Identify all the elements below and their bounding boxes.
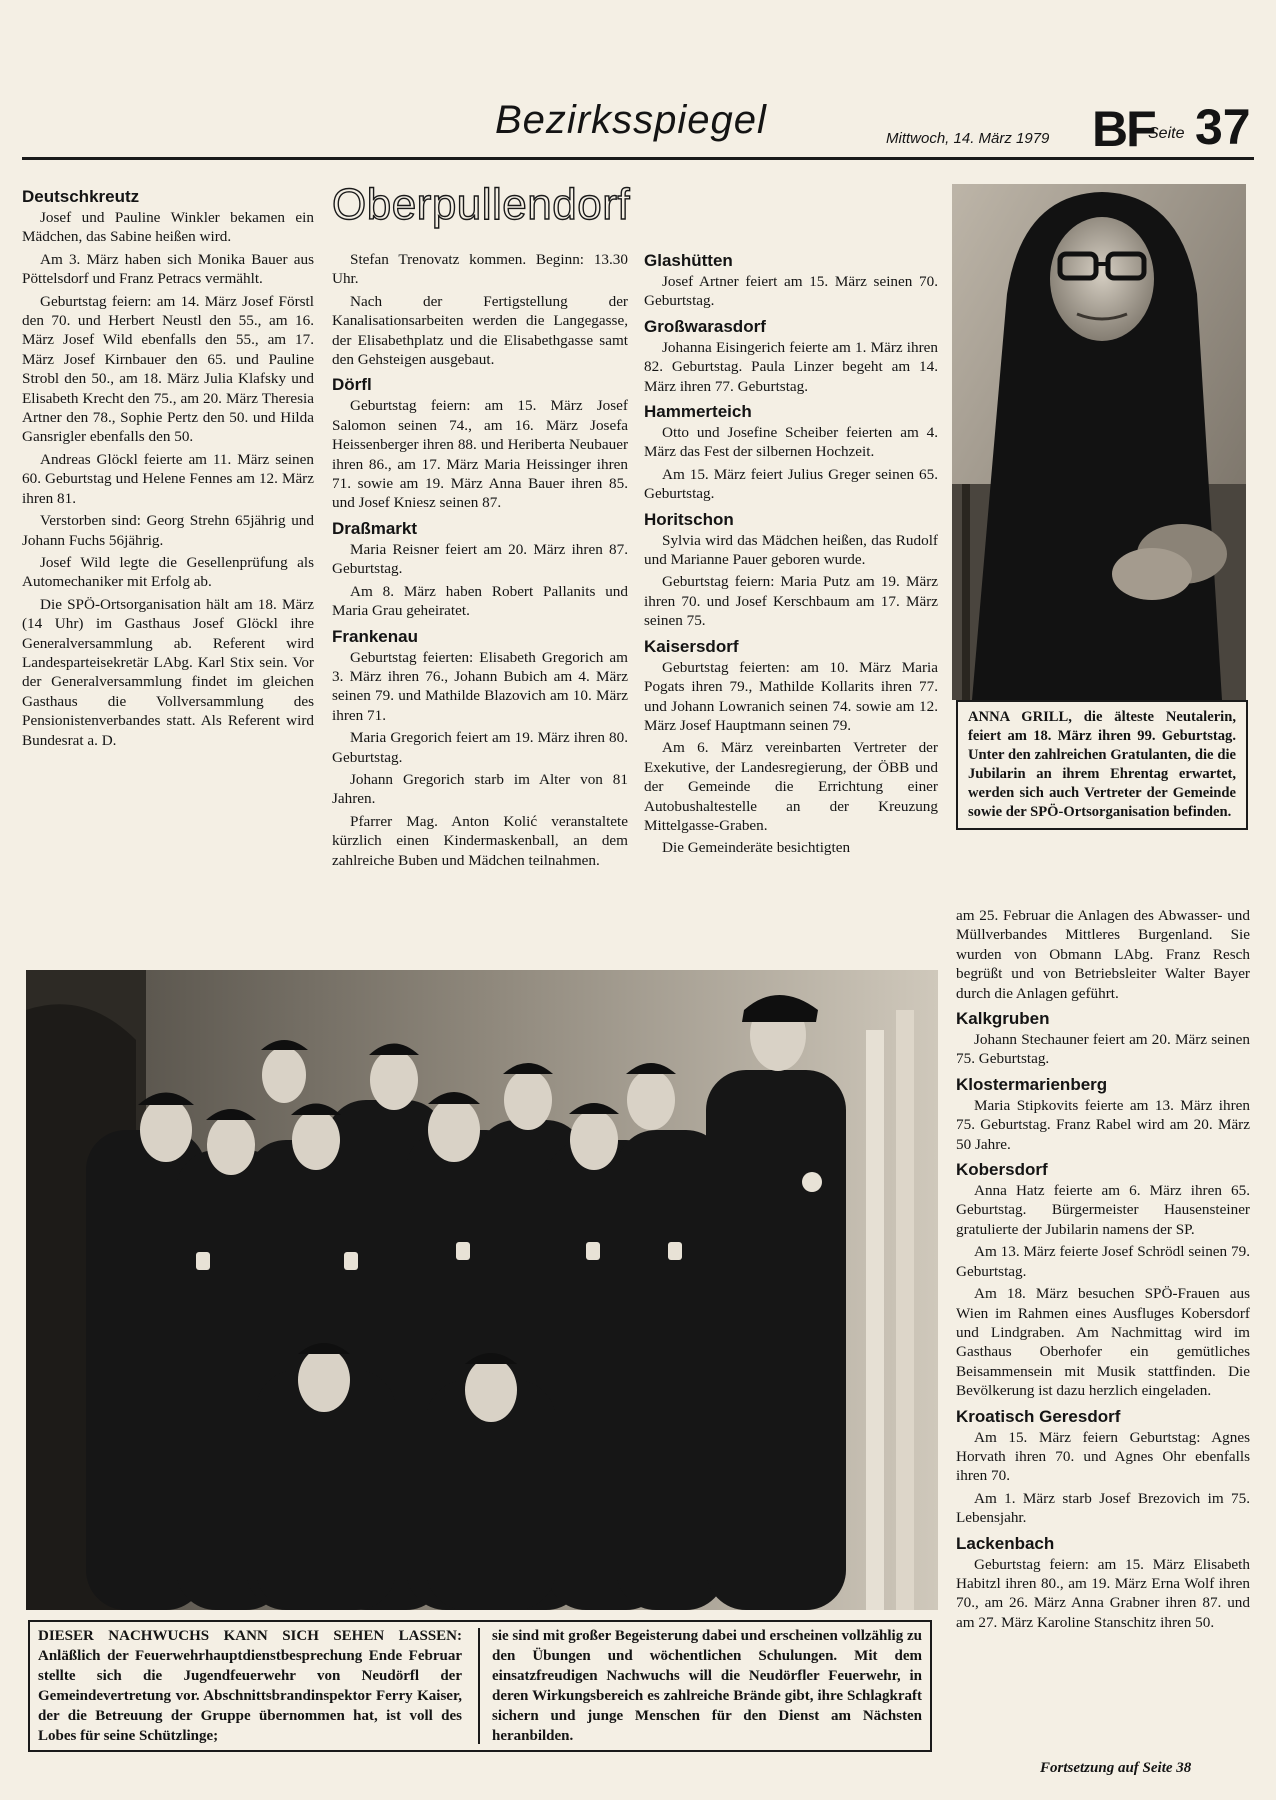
paragraph: Am 15. März feiern Geburtstag: Agnes Horvath ihren 70. und Agnes Ohr ebenfalls ihren 70. xyxy=(956,1428,1250,1485)
header-rule xyxy=(22,157,1254,160)
continuation-note: Fortsetzung auf Seite 38 xyxy=(1040,1760,1192,1776)
group-photo-image xyxy=(26,970,938,1610)
paragraph: Johanna Eisingerich feierte am 1. März ihren 82. Geburtstag. Paula Linzer begeht am 14. März ihren 77. Geburtstag. xyxy=(644,338,938,395)
paragraph: Verstorben sind: Georg Strehn 65jährig und Johann Fuchs 56jährig. xyxy=(22,512,314,549)
paragraph: Maria Stipkovits feierte am 13. März ihren 75. Geburtstag. Franz Rabel wird am 20. März 50 Jahre. xyxy=(956,1096,1250,1153)
group-caption-left-text: DIESER NACHWUCHS KANN SICH SEHEN LASSEN: Anläßlich der Feuerwehrhauptdienstbesprechung Ende Februar stellte sich die Jugendfeuerwehr von Neudörfl der Gemeindevertretung vor. Abschnittsbrandinspektor Ferry Kaiser, der die Betreuung der Gruppe übernommen hat, ist voll des Lobes für seine Schützlinge; xyxy=(38,1628,462,1744)
group-caption-left xyxy=(38,1626,462,1746)
paragraph: am 25. Februar die Anlagen des Abwasser- und Müllverbandes Mittleres Burgenland. Sie wurden von Obmann LAbg. Franz Resch begrüßt und von Betriebsleiter Walter Bayer durch die Anlagen geführt. xyxy=(956,907,1250,1002)
heading-kaisersdorf: Kaisersdorf xyxy=(644,636,739,656)
paragraph: Otto und Josefine Scheiber feierten am 4. März das Fest der silbernen Hochzeit. xyxy=(644,424,938,461)
page-number: 37 xyxy=(1195,99,1251,155)
column-deutschkreutz xyxy=(22,186,314,753)
issue-date: Mittwoch, 14. März 1979 xyxy=(886,130,1050,147)
heading-horitschon: Horitschon xyxy=(644,509,734,529)
paragraph: Geburtstag feiern: am 15. März Josef Salomon seinen 74., am 16. März Josefa Heissenberger ihren 88. und Heriberta Neubauer ihren 86., am 17. März Maria Heissinger ihren 71. sowie am 19. März Anna Bauer ihren 85. und Josef Kniesz seinen 87. xyxy=(332,397,628,512)
section-name: Bezirksspiegel xyxy=(495,98,767,142)
paragraph: Geburtstag feiern: am 15. März Elisabeth Habitzl ihren 80., am 19. März Erna Wolf ihren 70., am 26. März Anna Grabner ihren 87. und am 27. März Karoline Stanschitz ihren 50. xyxy=(956,1555,1250,1631)
heading-glashuetten: Glashütten xyxy=(644,251,733,270)
heading-drassmarkt: Draßmarkt xyxy=(332,518,418,538)
paragraph: Am 1. März starb Josef Brezovich im 75. Lebensjahr. xyxy=(956,1489,1250,1527)
group-photo xyxy=(26,970,938,1610)
paragraph: Am 3. März haben sich Monika Bauer aus Pöttelsdorf und Franz Petracs vermählt. xyxy=(22,250,314,288)
heading-kroatisch-geresdorf: Kroatisch Geresdorf xyxy=(956,1406,1121,1426)
group-caption-right-text: sie sind mit großer Begeisterung dabei und erscheinen vollzählig zu den Übungen und wöchentlichen Schulungen. Mit dem einsatzfreudigen Nachwuchs will die Neudörfler Feuerwehr, in deren Wirkungsbereich es zahlreiche Brände gibt, ihre Schlagkraft sichern und junge Menschen für den Dienst am Nächsten heranbilden. xyxy=(492,1628,922,1744)
column-glashuetten-kaisersdorf xyxy=(644,250,938,861)
newspaper-logo: BF xyxy=(1092,101,1155,157)
portrait-photo xyxy=(952,184,1246,700)
paragraph: Josef Wild legte die Gesellenprüfung als Automechaniker mit Erfolg ab. xyxy=(22,553,314,591)
paragraph: Josef und Pauline Winkler bekamen ein Mädchen, das Sabine heißen wird. xyxy=(22,209,314,246)
paragraph: Am 15. März feiert Julius Greger seinen 65. Geburtstag. xyxy=(644,465,938,503)
heading-deutschkreutz: Deutschkreutz xyxy=(22,187,140,206)
group-caption-right xyxy=(492,1626,922,1746)
portrait-photo-image xyxy=(952,184,1246,700)
heading-grosswarasdorf: Großwarasdorf xyxy=(644,316,766,336)
heading-frankenau: Frankenau xyxy=(332,626,418,646)
paragraph: Die SPÖ-Ortsorganisation hält am 18. März (14 Uhr) im Gasthaus Josef Glöckl ihre Generalversammlung ab. Referent wird Landesparteisekretär LAbg. Karl Stix sein. Vor der Generalversammlung findet im gleichen Gasthaus die Vollversammlung des Pensionistenverbandes statt. Als Referent wird Bundesrat a. D. xyxy=(22,595,314,749)
paragraph: Am 18. März besuchen SPÖ-Frauen aus Wien im Rahmen eines Ausfluges Kobersdorf und Lindgraben. Am Nachmittag wird im Gasthaus Oberhofer ein gemütliches Beisammensein mit Musik stattfinden. Die Bevölkerung ist dazu herzlich eingeladen. xyxy=(956,1285,1250,1400)
paragraph: Josef Artner feiert am 15. März seinen 70. Geburtstag. xyxy=(644,273,938,310)
paragraph: Geburtstag feiern: Maria Putz am 19. März ihren 70. und Josef Kerschbaum am 17. März seinen 75. xyxy=(644,573,938,630)
heading-doerfl: Dörfl xyxy=(332,375,372,395)
paragraph: Geburtstag feiern: am 14. März Josef Förstl den 70. und Herbert Neustl den 55., am 16. März Josef Wild ebenfalls den 55., am 17. März Josef Kirnbauer den 65. und Pauline Strobl den 50., am 18. März Julia Klafsky und Elisabeth Krecht den 75., am 20. März Theresia Artner den 78., Sophie Pertz den 50. und Hilda Gansrigler ebenfalls den 50. xyxy=(22,292,314,446)
caption-divider xyxy=(478,1628,480,1744)
paragraph: Nach der Fertigstellung der Kanalisationsarbeiten werden die Langegasse, der Elisabethplatz und die Elisabethgasse samt den Gehsteigen ausgebaut. xyxy=(332,292,628,369)
portrait-caption-text: ANNA GRILL, die älteste Neutalerin, feiert am 18. März ihren 99. Geburtstag. Unter den zahlreichen Gratulanten, die die Jubilarin an ihrem Ehrentag erwartet, werden sich auch Vertreter der Gemeinde sowie der SPÖ-Ortsorganisation befinden. xyxy=(968,709,1236,820)
paragraph: Maria Gregorich feiert am 19. März ihren 80. Geburtstag. xyxy=(332,729,628,766)
paragraph: Stefan Trenovatz kommen. Beginn: 13.30 Uhr. xyxy=(332,251,628,288)
paragraph: Am 13. März feierte Josef Schrödl seinen 79. Geburtstag. xyxy=(956,1243,1250,1280)
paragraph: Pfarrer Mag. Anton Kolić veranstaltete kürzlich einen Kindermaskenball, an dem zahlreiche Buben und Mädchen teilnahmen. xyxy=(332,812,628,869)
paragraph: Die Gemeinderäte besichtigten xyxy=(662,839,851,857)
paragraph: Johann Gregorich starb im Alter von 81 Jahren. xyxy=(332,770,628,808)
column-oberpullendorf xyxy=(332,250,628,873)
heading-lackenbach: Lackenbach xyxy=(956,1533,1055,1553)
heading-kalkgruben: Kalkgruben xyxy=(956,1009,1050,1029)
heading-kobersdorf: Kobersdorf xyxy=(956,1160,1048,1180)
portrait-caption xyxy=(956,700,1248,830)
paragraph: Johann Stechauner feiert am 20. März seinen 75. Geburtstag. xyxy=(956,1031,1250,1068)
paragraph: Andreas Glöckl feierte am 11. März seinen 60. Geburtstag und Helene Fennes am 12. März ihren 81. xyxy=(22,450,314,507)
paragraph: Geburtstag feierten: Elisabeth Gregorich am 3. März ihren 76., Johann Bubich am 4. März seinen 79. und Mathilde Blazovich am 10. März ihren 71. xyxy=(332,648,628,724)
heading-hammerteich: Hammerteich xyxy=(644,402,752,422)
group-caption-box xyxy=(28,1620,932,1752)
column-kalkgruben-lackenbach xyxy=(956,906,1250,1635)
section-title: Oberpullendorf xyxy=(332,180,631,229)
paragraph: Maria Reisner feiert am 20. März ihren 87. Geburtstag. xyxy=(332,540,628,578)
paragraph: Am 6. März vereinbarten Vertreter der Exekutive, der Landesregierung, der ÖBB und der Gemeinde die Errichtung einer Autobushaltestelle an der Kreuzung Mittelgasse-Graben. xyxy=(644,739,938,834)
page-label: Seite xyxy=(1148,125,1185,142)
paragraph: Am 8. März haben Robert Pallanits und Maria Grau geheiratet. xyxy=(332,582,628,620)
heading-klostermarienberg: Klostermarienberg xyxy=(956,1074,1108,1094)
paragraph: Geburtstag feierten: am 10. März Maria Pogats ihren 79., Mathilde Kollarits ihren 77. und Johann Lowranich seinen 74. sowie am 12. März Josef Hauptmann seinen 79. xyxy=(644,658,938,734)
paragraph: Anna Hatz feierte am 6. März ihren 65. Geburtstag. Bürgermeister Hausensteiner gratulierte der Jubilarin namens der SP. xyxy=(956,1182,1250,1238)
paragraph: Sylvia wird das Mädchen heißen, das Rudolf und Marianne Pauer geboren wurde. xyxy=(644,531,938,569)
